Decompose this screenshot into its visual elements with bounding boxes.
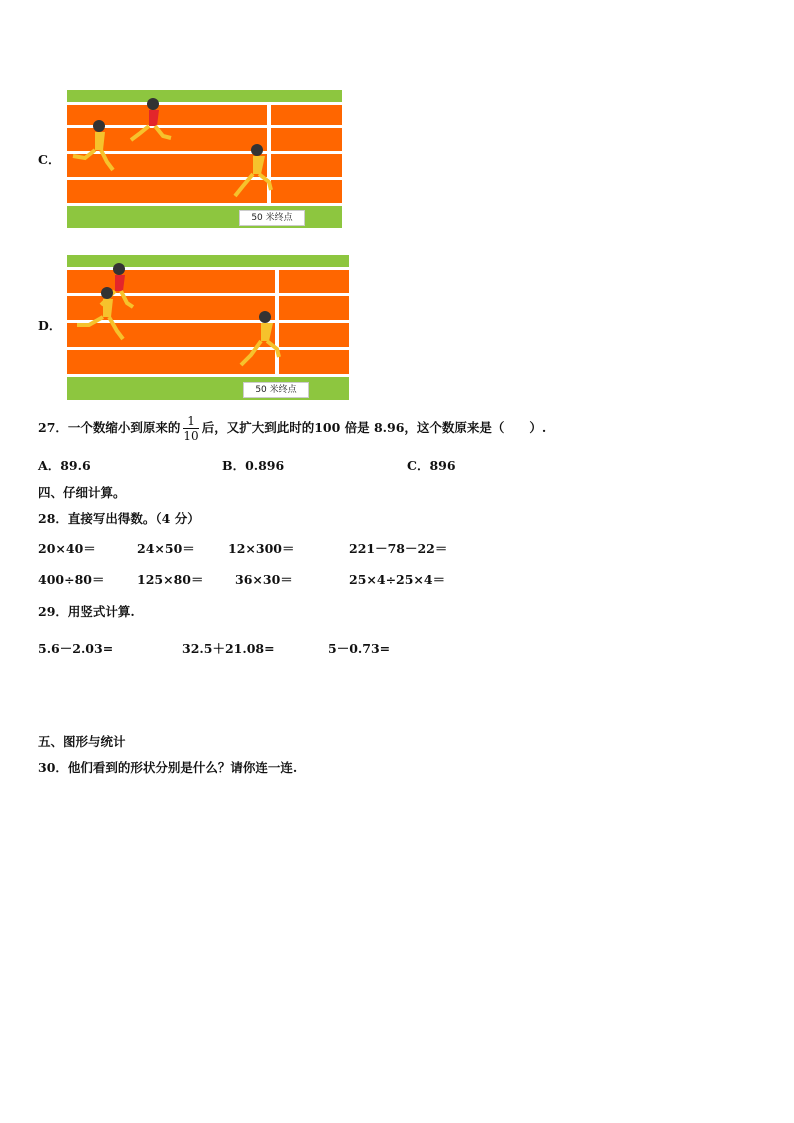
fraction-one-tenth xyxy=(183,414,198,443)
lane-line xyxy=(67,151,342,154)
section-4-title: 四、仔细计算。 xyxy=(38,485,126,500)
q29-item-3: 5－0.73= xyxy=(328,641,391,656)
q27-option-c: C．896 xyxy=(407,458,456,473)
q28-r2-c4: 25×4÷25×4＝ xyxy=(349,572,446,587)
q28-r1-c4: 221－78－22＝ xyxy=(349,541,448,556)
finish-line xyxy=(267,102,271,206)
q28-r2-c3: 36×30＝ xyxy=(235,572,293,587)
question-27-suffix: 后，又扩大到此时的100 倍是 8.96，这个数原来是（ ）. xyxy=(201,420,547,435)
finish-label-c: 50 米终点 xyxy=(239,210,305,226)
question-29-title: 29．用竖式计算. xyxy=(38,604,135,619)
q28-r1-c3: 12×300＝ xyxy=(228,541,295,556)
q27-option-a: A．89.6 xyxy=(38,458,91,473)
track-image-d xyxy=(67,255,349,400)
fraction-denominator: 10 xyxy=(183,429,199,443)
question-28-title: 28．直接写出得数。（4 分） xyxy=(38,511,200,526)
running-track-illustration xyxy=(67,90,342,228)
finish-line xyxy=(275,267,279,377)
q28-r2-c2: 125×80＝ xyxy=(137,572,204,587)
q27-option-b: B．0.896 xyxy=(222,458,285,473)
lane-line xyxy=(67,203,342,206)
q28-r2-c1: 400÷80＝ xyxy=(38,572,105,587)
q29-item-2: 32.5＋21.08= xyxy=(182,641,275,656)
running-track-illustration xyxy=(67,255,349,400)
option-c-label: C． xyxy=(38,152,61,167)
lane-line xyxy=(67,125,342,128)
lane-line xyxy=(67,177,342,180)
q28-r1-c1: 20×40＝ xyxy=(38,541,96,556)
track-image-c xyxy=(67,90,342,228)
question-27 xyxy=(38,412,546,444)
section-5-title: 五、图形与统计 xyxy=(38,734,126,749)
lane-line xyxy=(67,347,349,350)
lane-line xyxy=(67,102,342,105)
question-27-prefix: 27．一个数缩小到原来的 xyxy=(38,420,181,435)
option-d-label: D． xyxy=(38,318,62,333)
finish-label-d: 50 米终点 xyxy=(243,382,309,398)
lane-line xyxy=(67,267,349,270)
fraction-numerator: 1 xyxy=(183,414,198,429)
lane-line xyxy=(67,374,349,377)
q28-r1-c2: 24×50＝ xyxy=(137,541,195,556)
q29-item-1: 5.6－2.03= xyxy=(38,641,114,656)
question-30-title: 30．他们看到的形状分别是什么？请你连一连. xyxy=(38,760,298,775)
